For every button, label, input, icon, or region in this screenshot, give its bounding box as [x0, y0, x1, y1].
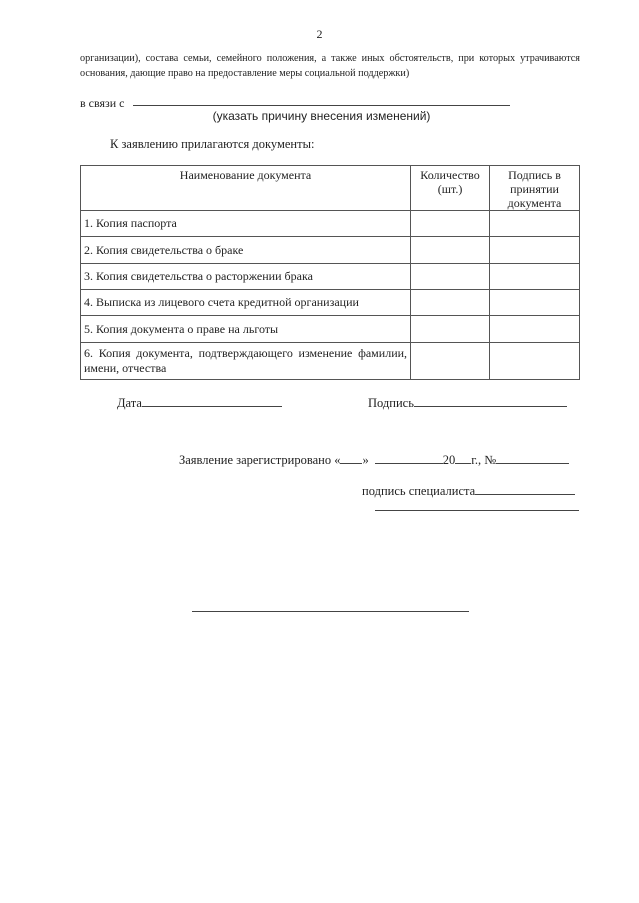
reason-input-line[interactable] — [133, 105, 510, 106]
attachments-intro: К заявлению прилагаются документы: — [110, 137, 315, 151]
specialist-signature-line[interactable] — [475, 483, 575, 495]
table-row — [81, 237, 580, 264]
quantity-cell[interactable] — [411, 290, 490, 316]
doc-name-cell: 2. Копия свидетельства о браке — [81, 237, 411, 264]
date-field — [117, 395, 282, 411]
specialist-label: подпись специалиста — [362, 484, 476, 498]
signature-cell[interactable] — [490, 237, 580, 264]
signature-field — [368, 395, 567, 411]
reason-hint: (указать причину внесения изменений) — [212, 109, 431, 123]
quantity-cell[interactable] — [411, 264, 490, 290]
registration-month-line[interactable] — [375, 452, 443, 464]
signature-cell[interactable] — [490, 316, 580, 343]
registration-year-line[interactable] — [455, 452, 471, 464]
signature-cell[interactable] — [490, 343, 580, 380]
specialist-field — [362, 483, 575, 499]
quantity-cell[interactable] — [411, 343, 490, 380]
signature-cell[interactable] — [490, 211, 580, 237]
quantity-cell[interactable] — [411, 237, 490, 264]
quantity-cell[interactable] — [411, 211, 490, 237]
signature-cell[interactable] — [490, 264, 580, 290]
header-signature: Подпись в принятии документа — [490, 166, 580, 211]
table-row — [81, 290, 580, 316]
quantity-cell[interactable] — [411, 316, 490, 343]
date-input-line[interactable] — [142, 395, 282, 407]
registration-year-prefix: 20 — [442, 453, 456, 467]
bottom-separator-line — [192, 611, 469, 612]
doc-name-cell: 1. Копия паспорта — [81, 211, 411, 237]
registration-number-line[interactable] — [496, 452, 569, 464]
doc-name-cell: 6. Копия документа, подтверждающего изменение фамилии, имени, отчества — [81, 343, 411, 380]
header-doc-name: Наименование документа — [81, 166, 411, 211]
doc-name-cell: 3. Копия свидетельства о расторжении брака — [81, 264, 411, 290]
doc-name-cell: 5. Копия документа о праве на льготы — [81, 316, 411, 343]
table-row — [81, 264, 580, 290]
doc-name-cell: 4. Выписка из лицевого счета кредитной организации — [81, 290, 411, 316]
date-label: Дата — [117, 396, 142, 410]
signature-cell[interactable] — [490, 290, 580, 316]
signature-input-line[interactable] — [414, 395, 567, 407]
table-header-row — [81, 166, 580, 211]
table-row — [81, 343, 580, 380]
table-row — [81, 316, 580, 343]
documents-table — [80, 165, 580, 380]
registration-label: Заявление зарегистрировано « — [179, 453, 341, 467]
registration-day-line[interactable] — [340, 452, 362, 464]
signature-label: Подпись — [368, 396, 414, 410]
reason-label: в связи с — [80, 96, 125, 110]
registration-quote-close: » — [362, 453, 369, 467]
header-quantity: Количество (шт.) — [411, 166, 490, 211]
table-row — [81, 211, 580, 237]
registration-number-label: г., № — [471, 453, 497, 467]
specialist-name-line[interactable] — [375, 510, 579, 511]
page-number: 2 — [316, 27, 323, 41]
registration-line — [179, 452, 569, 468]
intro-paragraph: организации), состава семьи, семейного положения, а также иных обстоятельств, при которых утрачиваются основания, дающие право на предоставление меры социальной поддержки) — [80, 53, 580, 79]
